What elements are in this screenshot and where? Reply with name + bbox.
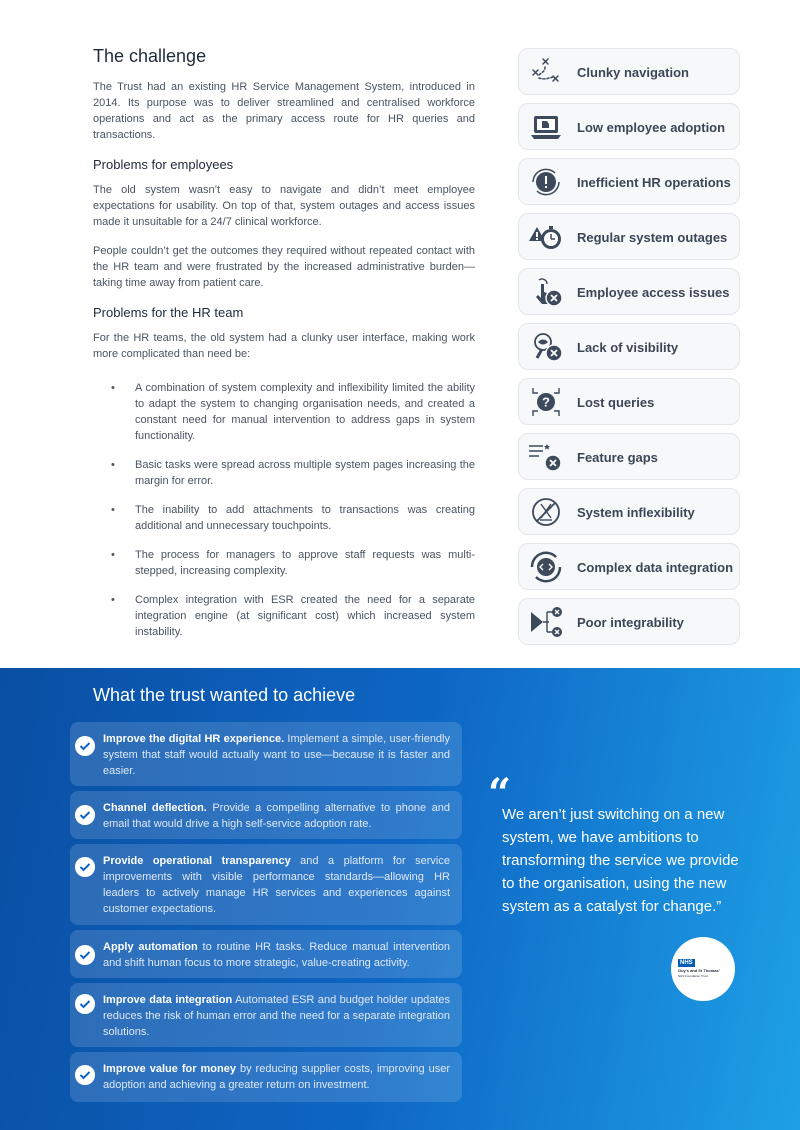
bullet-text: Complex integration with ESR created the need for a separate integration engine (at significant cost) which increased system instability.	[135, 594, 475, 638]
challenge-title: The challenge	[93, 46, 207, 66]
issue-card-clunky-navigation	[518, 48, 740, 95]
issue-card-lost-queries	[518, 378, 740, 425]
list-item	[93, 502, 475, 534]
bullet-text: Basic tasks were spread across multiple system pages increasing the margin for error.	[135, 459, 475, 487]
issue-label: Low employee adoption	[577, 120, 726, 135]
flow-denied-icon	[527, 604, 565, 640]
goal-card	[70, 844, 462, 925]
goal-text	[103, 1061, 450, 1093]
goal-card	[70, 1052, 462, 1102]
challenge-text-column	[93, 46, 475, 653]
goal-bold: Apply automation	[103, 941, 198, 953]
list-item	[93, 592, 475, 640]
issue-cards	[518, 48, 740, 653]
issue-label: Feature gaps	[577, 450, 658, 465]
nhs-badge: NHS	[680, 960, 693, 966]
question-arrows-icon	[527, 384, 565, 420]
check-icon	[75, 1065, 95, 1085]
goal-text	[103, 800, 450, 832]
issue-label: Poor integrability	[577, 615, 684, 630]
goal-bold: Improve value for money	[103, 1063, 236, 1075]
list-item	[93, 547, 475, 579]
goal-bold: Channel deflection.	[103, 802, 207, 814]
svg-text:?: ?	[542, 394, 550, 410]
bullet-dot: •	[111, 382, 115, 394]
bullet-text: A combination of system complexity and inflexibility limited the ability to adapt the system to changing organisation needs, and created a constant need for manual intervention to address gaps in system functionality.	[135, 382, 475, 442]
employees-paragraph-2: People couldn’t get the outcomes they required without repeated contact with the HR team and were frustrated by the increased administrative burden—taking time away from patient care.	[93, 245, 475, 289]
goal-text	[103, 992, 450, 1040]
bullet-text: The process for managers to approve staff requests was multi-stepped, increasing complexity.	[135, 549, 475, 577]
issue-card-feature-gaps	[518, 433, 740, 480]
list-star-denied-icon	[527, 439, 565, 475]
issue-label: Clunky navigation	[577, 65, 689, 80]
issue-card-complex-data-integration	[518, 543, 740, 590]
goal-card	[70, 791, 462, 839]
touch-denied-icon	[527, 274, 565, 310]
bullet-dot: •	[111, 594, 115, 606]
issue-label: Lost queries	[577, 395, 655, 410]
issue-card-lack-of-visibility	[518, 323, 740, 370]
hr-problems-list	[93, 380, 475, 640]
bullet-dot: •	[111, 549, 115, 561]
goal-body: and a platform for service improvements with visible performance standards—allowing HR leaders to actively manage HR services and experiences against customer expectations.	[103, 855, 450, 915]
check-icon	[75, 857, 95, 877]
alert-cycle-icon	[527, 164, 565, 200]
search-eye-denied-icon	[527, 329, 565, 365]
check-icon	[75, 945, 95, 965]
goal-text	[103, 731, 450, 779]
goal-bold: Improve data integration	[103, 994, 233, 1006]
issue-card-employee-access-issues	[518, 268, 740, 315]
check-icon	[75, 805, 95, 825]
goal-body: Automated ESR and budget holder updates reduces the risk of human error and the need for a separate integration solutions.	[103, 994, 450, 1038]
warning-timer-icon	[527, 219, 565, 255]
hr-team-intro: For the HR teams, the old system had a clunky user interface, making work more complicated than need be:	[93, 332, 475, 360]
goal-body: by reducing supplier costs, improving user adoption and achieving a greater return on investment.	[103, 1063, 450, 1091]
issue-label: Lack of visibility	[577, 340, 679, 355]
issue-card-poor-integrability	[518, 598, 740, 645]
achieve-title: What the trust wanted to achieve	[93, 685, 356, 705]
bullet-text: The inability to add attachments to transactions was creating additional and unnecessary touchpoints.	[135, 504, 475, 532]
issue-card-inefficient-hr-operations	[518, 158, 740, 205]
list-item	[93, 380, 475, 444]
check-icon	[75, 994, 95, 1014]
list-item	[93, 457, 475, 489]
check-icon	[75, 736, 95, 756]
issue-label: Complex data integration	[577, 560, 734, 575]
testimonial-quote: We aren’t just switching on a new system, we have ambitions to transforming the service we provide to the organisation, using the new system as a catalyst for change.”	[502, 806, 739, 915]
goal-body: to routine HR tasks. Reduce manual intervention and shift human focus to more strategic, value-creating activity.	[103, 941, 451, 969]
code-cycle-icon	[527, 549, 565, 585]
quote-mark-icon: “	[488, 770, 512, 817]
goal-body: Implement a simple, user-friendly system that staff would actually want to use—because it is faster and easier.	[103, 733, 450, 777]
goal-card	[70, 983, 462, 1047]
goal-card	[70, 930, 462, 978]
issue-label: Employee access issues	[577, 285, 730, 300]
employees-paragraph-1: The old system wasn’t easy to navigate and didn’t meet employee expectations for usability. On top of that, system outages and access issues made it unsuitable for a 24/7 clinical workforce.	[93, 184, 475, 228]
goal-body: Provide a compelling alternative to phone and email that would drive a high self-service adoption rate.	[103, 802, 450, 830]
issue-card-system-inflexibility	[518, 488, 740, 535]
issue-label: System inflexibility	[577, 505, 695, 520]
bullet-dot: •	[111, 459, 115, 471]
bullet-dot: •	[111, 504, 115, 516]
trust-subtitle: NHS Foundation Trust	[678, 974, 708, 978]
hr-team-heading: Problems for the HR team	[93, 305, 244, 320]
navigation-cross-icon	[527, 54, 565, 90]
goal-text	[103, 853, 450, 917]
employees-heading: Problems for employees	[93, 157, 234, 172]
challenge-intro: The Trust had an existing HR Service Management System, introduced in 2014. Its purpose was to deliver streamlined and centralised workforce operations and act as the primary access route for HR queries and transactions.	[93, 81, 475, 141]
goal-bold: Provide operational transparency	[103, 855, 291, 867]
issue-label: Regular system outages	[577, 230, 728, 245]
achieve-section	[0, 668, 800, 1130]
restricted-tools-icon	[527, 494, 565, 530]
laptop-thumbs-down-icon	[527, 109, 565, 145]
issue-card-regular-system-outages	[518, 213, 740, 260]
trust-logo	[671, 937, 735, 1001]
trust-name: Guy’s and St Thomas’	[678, 968, 720, 973]
goal-text	[103, 939, 450, 971]
goal-card	[70, 722, 462, 786]
issue-label: Inefficient HR operations	[577, 175, 731, 190]
goal-bold: Improve the digital HR experience.	[103, 733, 285, 745]
issue-card-low-employee-adoption	[518, 103, 740, 150]
